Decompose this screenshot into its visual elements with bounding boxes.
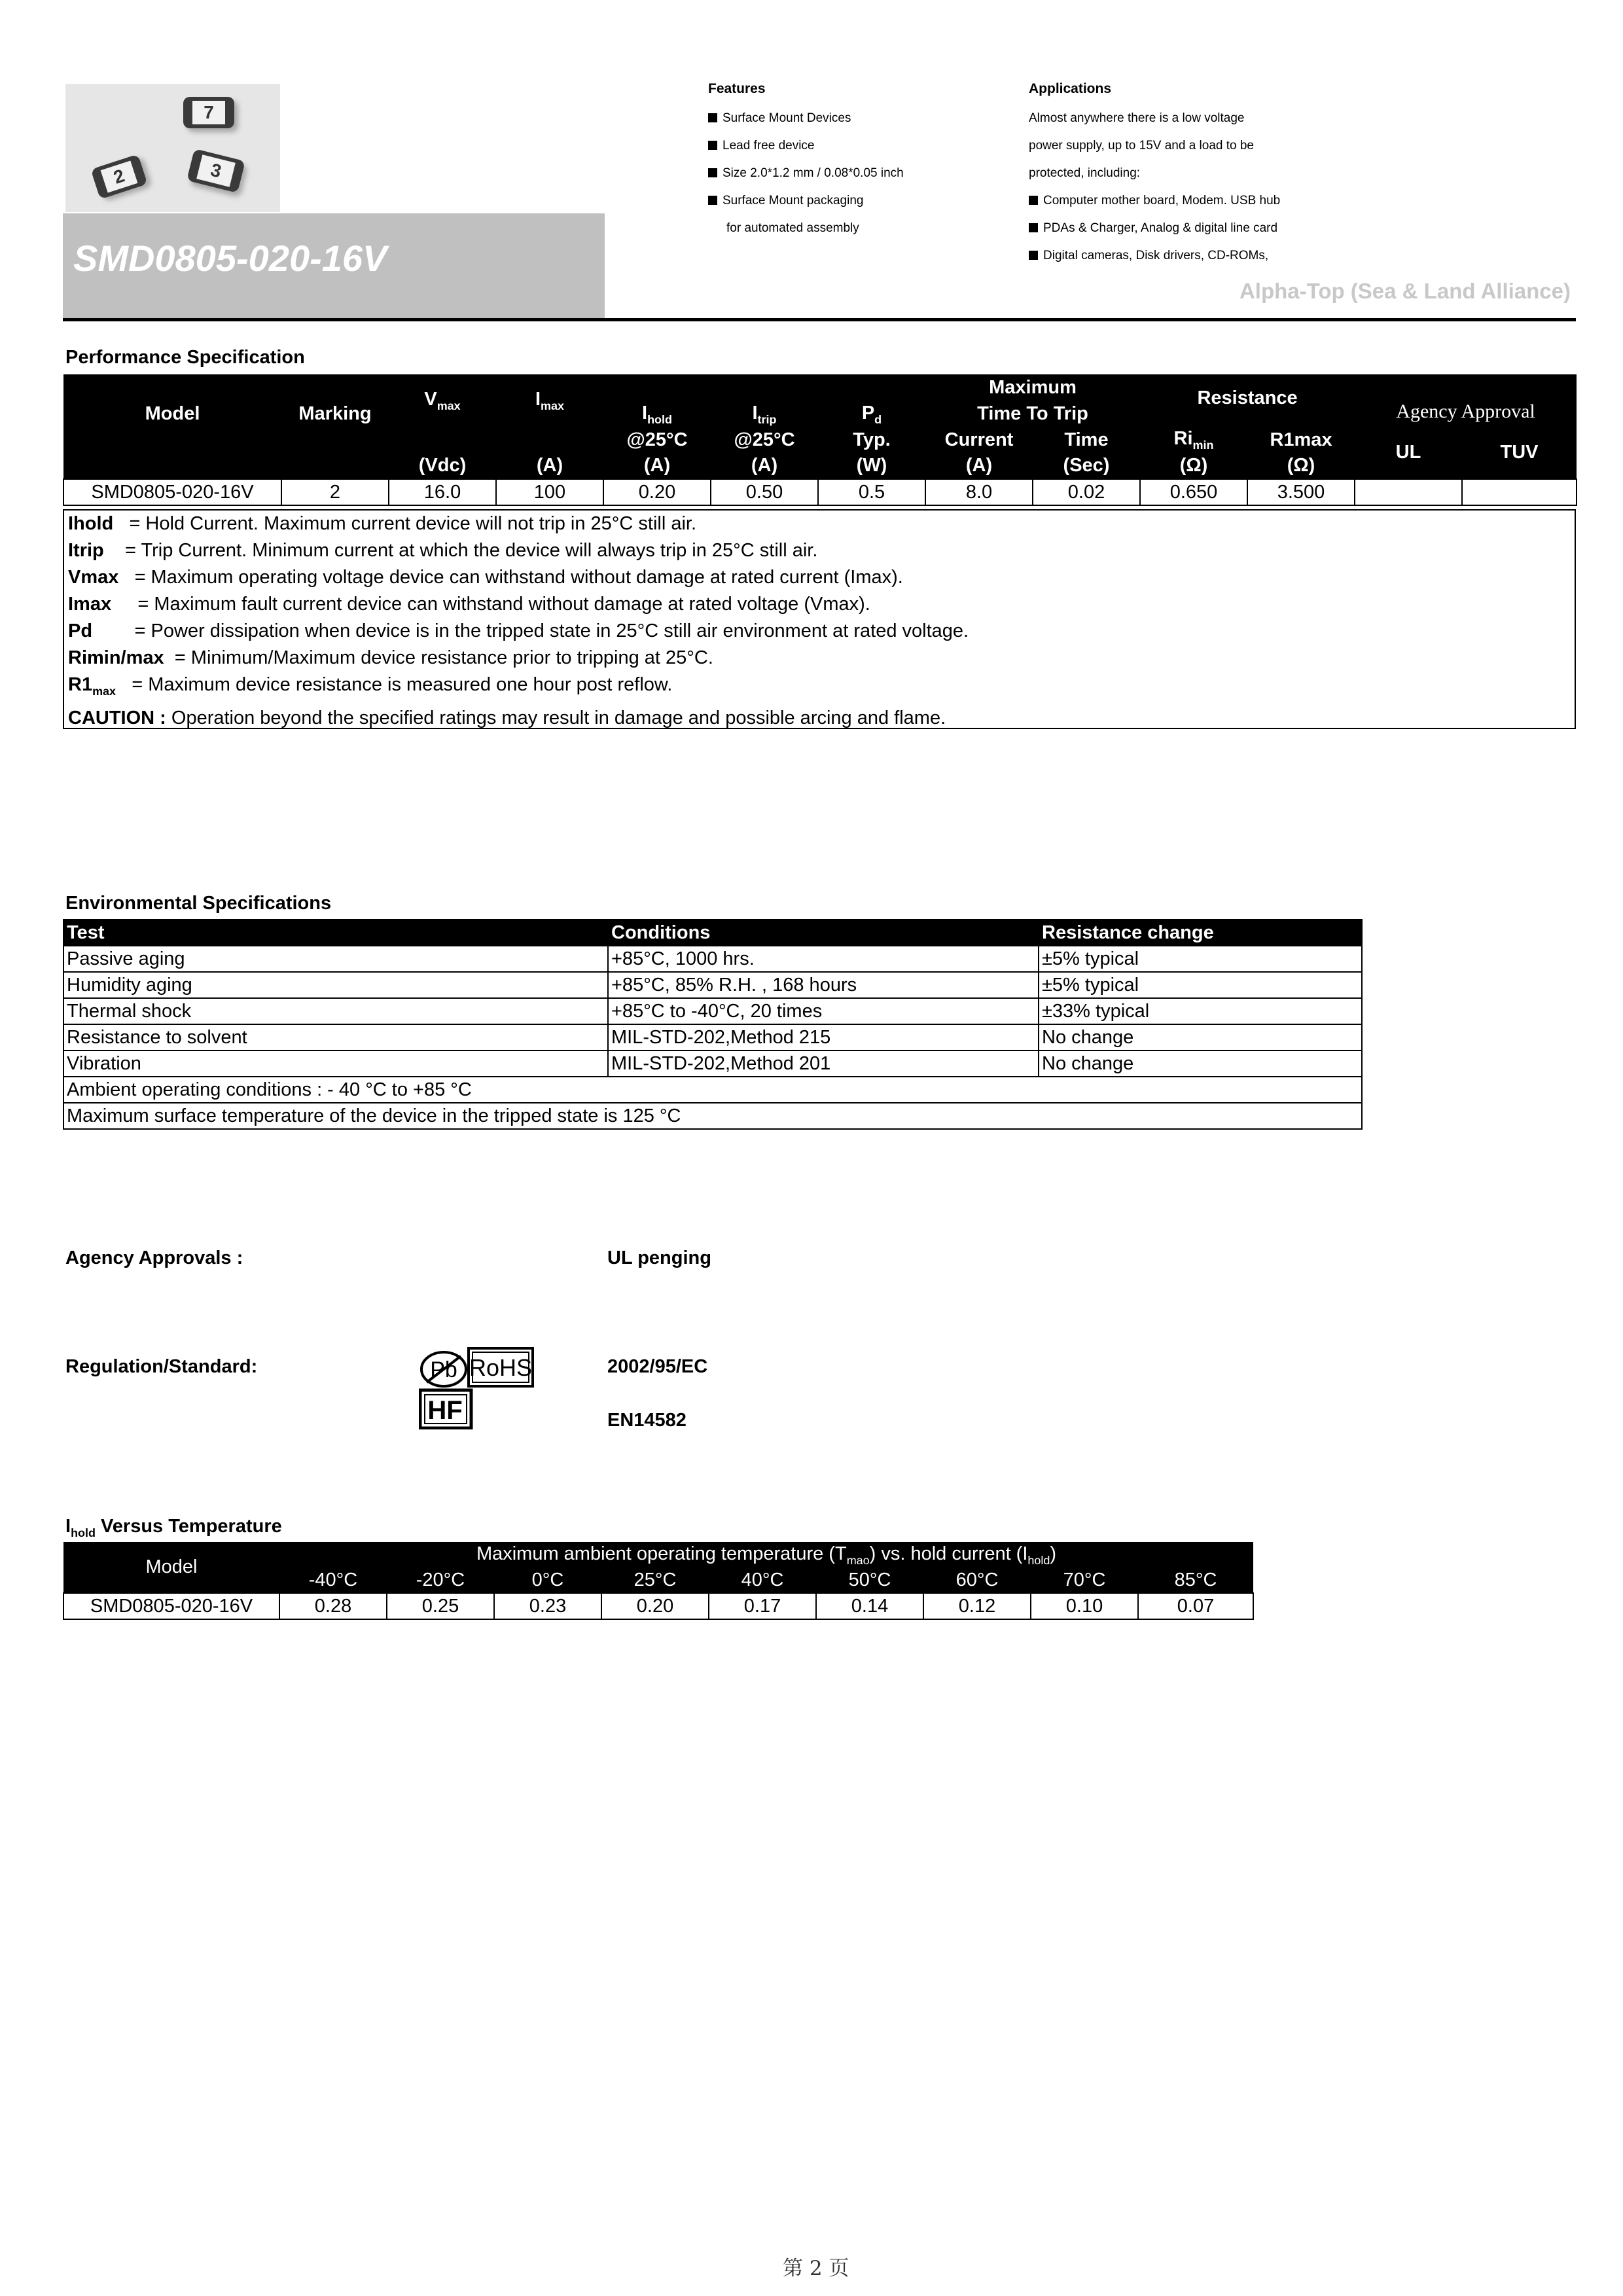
col-model: Model [63,1542,279,1593]
cell-conditions: +85°C to -40°C, 20 times [608,998,1039,1024]
cell-conditions: +85°C, 85% R.H. , 168 hours [608,972,1039,998]
definition-line: Imax = Maximum fault current device can withstand without damage at rated voltage (Vmax). [68,594,870,615]
col-pd-typ: Typ. [853,429,891,450]
unit-label: (Vdc) [418,455,467,476]
temp-header: 25°C [601,1568,709,1593]
col-conditions: Conditions [608,920,1039,946]
unit-label: (A) [536,455,563,476]
col-rimin: $Ri_{min}$ [1173,427,1214,452]
features-list [708,81,904,242]
definitions-box [63,509,1576,729]
cell-change: No change [1039,1024,1362,1050]
feature-item: Surface Mount packaging [708,187,904,215]
spacer [496,427,603,453]
cell-change: ±33% typical [1039,998,1362,1024]
caution-line: CAUTION : Operation beyond the specified ratings may result in damage and possible arcing and flame. [68,707,946,728]
product-photo [65,84,280,212]
temp-header: 70°C [1031,1568,1138,1593]
temp-header: 60°C [923,1568,1031,1593]
cell-hold: 0.20 [601,1593,709,1619]
unit-label: (Ω) [1287,455,1315,476]
cell-hold: 0.10 [1031,1593,1138,1619]
hold-temp-title: $I_{hold}$ Versus Temperature [65,1516,282,1539]
applications-heading: Applications [1029,81,1112,96]
bullet-icon [708,141,717,150]
table-header-row [63,920,1362,946]
col-tuv: TUV [1500,442,1539,463]
unit-label: (Sec) [1063,455,1110,476]
cell-change: ±5% typical [1039,972,1362,998]
brand-name: Alpha-Top (Sea & Land Alliance) [1239,279,1571,303]
application-item: Computer mother board, Modem. USB hub [1029,187,1280,215]
cell-hold: 0.25 [387,1593,494,1619]
cell-test: Resistance to solvent [63,1024,608,1050]
definition-line: Pd = Power dissipation when device is in the tripped state in 25°C still air environment at rated voltage. [68,620,969,641]
cell-test: Humidity aging [63,972,608,998]
cell-hold: 0.28 [279,1593,387,1619]
temp-header: -20°C [387,1568,494,1593]
table-row [63,972,1362,998]
applications-intro: power supply, up to 15V and a load to be [1029,139,1255,152]
bullet-icon [1029,251,1038,260]
bullet-icon [1029,196,1038,205]
application-item: Digital cameras, Disk drivers, CD-ROMs, [1029,242,1280,270]
table-row [63,1050,1362,1077]
chip-2 [90,154,147,199]
unit-label: (Ω) [1179,455,1208,476]
definition-line: $R1_{max}$ = Maximum device resistance is measured one hour post reflow. [68,674,673,698]
cell-ihold: 0.20 [603,479,711,505]
cell-hold: 0.12 [923,1593,1031,1619]
col-time: Time [1064,429,1109,450]
cell-pd: 0.5 [818,479,925,505]
cell-conditions: MIL-STD-202,Method 201 [608,1050,1039,1077]
pb-free-icon [419,1344,537,1429]
feature-continuation: for automated assembly [726,221,859,235]
definition-line: Itrip = Trip Current. Minimum current at which the device will always trip in 25°C still air. [68,540,818,561]
temp-header: 0°C [494,1568,601,1593]
chip-7 [183,97,234,128]
col-pd: $P_d$ [861,403,882,426]
pb-text: Pb [430,1357,457,1382]
cell-marking: 2 [281,479,389,505]
unit-label: (A) [643,455,671,476]
col-ihold-cond: @25°C [626,429,688,450]
table-row [63,1077,1362,1103]
spacer [389,427,496,453]
cell-r1max: 3.500 [1247,479,1355,505]
standard-en: EN14582 [607,1410,687,1431]
chip-3 [187,149,245,193]
cell-conditions: +85°C, 1000 hrs. [608,946,1039,972]
standard-rohs: 2002/95/EC [607,1356,708,1377]
col-current: Current [944,429,1014,450]
feature-item: Size 2.0*1.2 mm / 0.08*0.05 inch [708,160,904,187]
unit-label: (A) [965,455,993,476]
col-vmax: $V_{max}$ [424,388,461,412]
col-ihold: $I_{hold}$ [642,403,672,426]
feature-item: Surface Mount Devices [708,105,904,132]
performance-title: Performance Specification [65,347,305,368]
header-divider [63,318,1576,321]
chip-mark: 7 [192,101,225,124]
environmental-title: Environmental Specifications [65,893,332,914]
cell-time: 0.02 [1033,479,1140,505]
rohs-text: RoHS [469,1354,533,1381]
col-time-to-trip: Maximum Time To Trip [977,377,1088,424]
cell-itrip: 0.50 [711,479,818,505]
cell-rimin: 0.650 [1140,479,1247,505]
col-imax: $I_{max}$ [535,388,565,412]
rohs-hf-logo [419,1344,537,1429]
col-r1max: R1max [1270,429,1332,450]
col-test: Test [63,920,608,946]
col-itrip: $I_{trip}$ [752,403,777,426]
cell-hold: 0.07 [1138,1593,1253,1619]
page-number: 第 2 页 [783,2257,849,2280]
cell-change: No change [1039,1050,1362,1077]
cell-test: Vibration [63,1050,608,1077]
cell-imax: 100 [496,479,603,505]
features-heading: Features [708,81,766,96]
table-row [63,1103,1362,1129]
applications-intro: protected, including: [1029,166,1141,180]
page-title: SMD0805-020-16V [73,238,387,279]
cell-conditions: MIL-STD-202,Method 215 [608,1024,1039,1050]
units-spacer [63,453,281,479]
table-row [63,1593,1253,1619]
unit-label: (W) [856,455,887,476]
ambient-conditions: Ambient operating conditions : - 40 °C to +85 °C [63,1077,1362,1103]
cell-model: SMD0805-020-16V [63,1593,279,1619]
cell-current: 8.0 [925,479,1033,505]
unit-label: (A) [751,455,778,476]
agency-label: Agency Approvals : [65,1247,243,1268]
bullet-icon [708,113,717,122]
cell-ul [1355,479,1462,505]
performance-table [63,374,1577,506]
environmental-table [63,919,1363,1130]
definition-line: Ihold = Hold Current. Maximum current device will not trip in 25°C still air. [68,513,697,534]
max-surface-temp: Maximum surface temperature of the device in the tripped state is 125 °C [63,1103,1362,1129]
cell-hold: 0.17 [709,1593,816,1619]
col-agency-approval: Agency Approval [1396,401,1535,422]
regulation-label: Regulation/Standard: [65,1356,258,1377]
hold-temperature-table [63,1542,1254,1620]
bullet-icon [1029,223,1038,232]
col-ul: UL [1395,442,1421,463]
cell-vmax: 16.0 [389,479,496,505]
col-itrip-cond: @25°C [734,429,795,450]
cell-model: SMD0805-020-16V [63,479,281,505]
definition-line: Vmax = Maximum operating voltage device can withstand without damage at rated current (Imax). [68,567,903,588]
applications-intro: Almost anywhere there is a low voltage [1029,111,1245,125]
hold-temp-caption: Maximum ambient operating temperature $(T_{mao})$ vs. hold current $(I_{hold})$ [279,1542,1253,1568]
cell-test: Passive aging [63,946,608,972]
col-marking: Marking [298,403,372,424]
temp-header: 50°C [816,1568,923,1593]
table-row [63,998,1362,1024]
bullet-icon [708,196,717,205]
definition-line: Rimin/max = Minimum/Maximum device resistance prior to tripping at 25°C. [68,647,713,668]
cell-change: ±5% typical [1039,946,1362,972]
col-model: Model [145,403,200,424]
table-row [63,946,1362,972]
table-row [63,479,1577,505]
col-resistance-change: Resistance change [1039,920,1362,946]
temp-header: 85°C [1138,1568,1253,1593]
temp-header: -40°C [279,1568,387,1593]
temp-header: 40°C [709,1568,816,1593]
cell-test: Thermal shock [63,998,608,1024]
feature-item: Lead free device [708,132,904,160]
units-spacer [281,453,389,479]
cell-hold: 0.23 [494,1593,601,1619]
col-resistance: Resistance [1197,387,1298,408]
cell-hold: 0.14 [816,1593,923,1619]
chip-mark: 2 [101,160,138,192]
bullet-icon [708,168,717,177]
table-row [63,1024,1362,1050]
chip-mark: 3 [196,154,236,187]
hf-text: HF [427,1396,463,1425]
applications-list [1029,81,1280,270]
agency-value: UL penging [607,1247,711,1268]
cell-tuv [1462,479,1577,505]
application-item: PDAs & Charger, Analog & digital line card [1029,215,1280,242]
